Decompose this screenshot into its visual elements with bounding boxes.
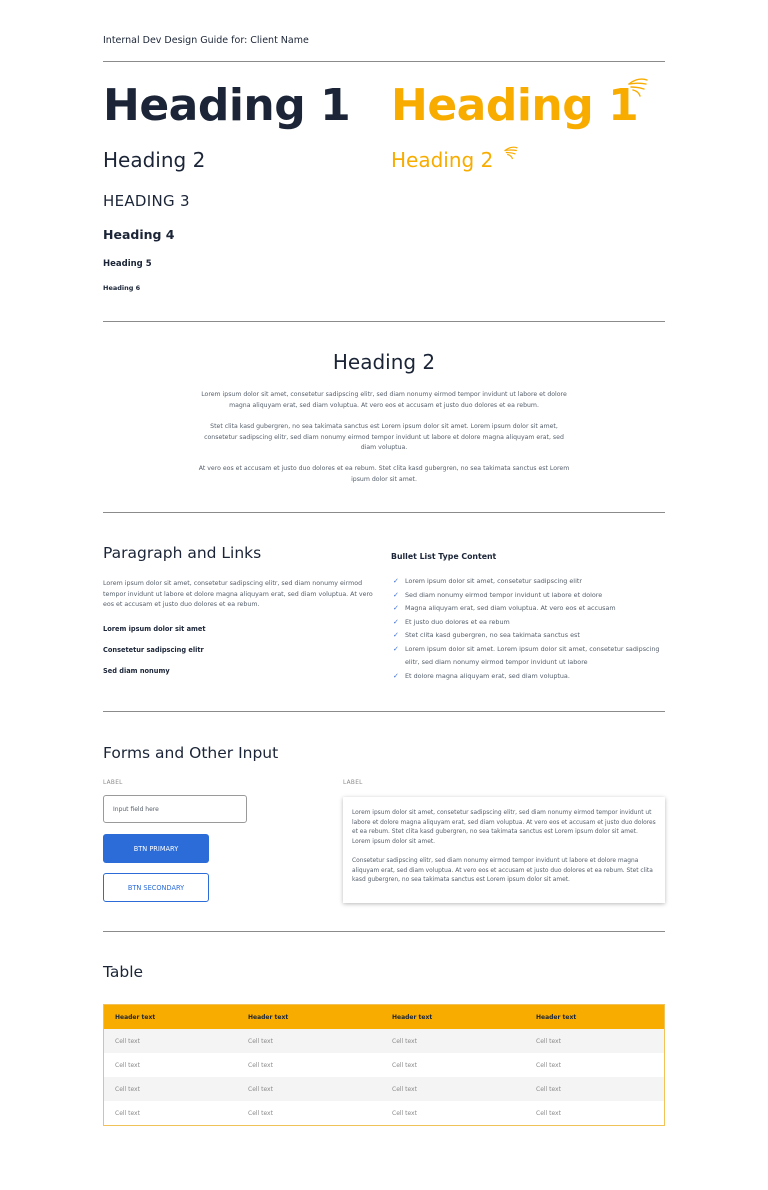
table-header-cell: Header text [115, 1013, 156, 1021]
check-icon: ✓ [393, 590, 399, 599]
table-cell: Cell text [392, 1037, 417, 1045]
heading-3: HEADING 3 [103, 192, 190, 210]
table-cell: Cell text [248, 1085, 273, 1093]
secondary-button[interactable]: BTN SECONDARY [103, 873, 209, 902]
centered-paragraph: Stet clita kasd gubergren, no sea takimata sanctus est Lorem ipsum dolor sit amet. Lorem ipsum dolor sit amet, consetetur sadipscing elitr, sed diam nonumy eirmod tempor invidunt ut labore et dolore magna aliquyam erat, sed diam voluptua. [204, 423, 564, 452]
table-cell: Cell text [536, 1085, 561, 1093]
table-cell: Cell text [248, 1061, 273, 1069]
divider [103, 321, 665, 322]
divider [103, 931, 665, 932]
link-item[interactable]: Sed diam nonumy [103, 667, 170, 675]
wing-icon [503, 145, 519, 160]
divider [103, 61, 665, 62]
check-icon: ✓ [393, 604, 399, 612]
check-icon: ✓ [393, 644, 399, 653]
table-row [104, 1101, 664, 1125]
paragraph-body: Lorem ipsum dolor sit amet, consetetur sadipscing elitr, sed diam nonumy eirmod tempor invidunt ut labore et dolore magna aliquyam erat, sed diam voluptua. At vero eos et accusam et justo duo dolores et ea rebum. [103, 580, 373, 609]
check-icon: ✓ [393, 671, 399, 680]
table-cell: Cell text [248, 1037, 273, 1045]
check-icon: ✓ [393, 577, 399, 585]
heading-4: Heading 4 [103, 227, 175, 242]
table-cell: Cell text [392, 1085, 417, 1093]
table-row [104, 1053, 664, 1077]
list-item: ✓ Stet clita kasd gubergren, no sea takimata sanctus est [391, 629, 665, 643]
table-cell: Cell text [115, 1109, 140, 1117]
text-input[interactable] [103, 795, 247, 823]
table-header-row [104, 1005, 664, 1029]
centered-heading: Heading 2 [332, 350, 436, 374]
table-cell: Cell text [115, 1061, 140, 1069]
paragraph-section-title: Paragraph and Links [103, 544, 262, 562]
table-cell: Cell text [115, 1037, 140, 1045]
list-item: ✓ Lorem ipsum dolor sit amet, consetetur sadipscing elitr [391, 575, 665, 589]
table-cell: Cell text [248, 1109, 273, 1117]
heading-1: Heading 1 [103, 80, 351, 131]
centered-paragraph: At vero eos et accusam et justo duo dolores et ea rebum. Stet clita kasd gubergren, no sea takimata sanctus est Lorem ipsum dolor sit amet. [198, 465, 570, 483]
table-row [104, 1029, 664, 1053]
textarea-paragraph: Consetetur sadipscing elitr, sed diam nonumy eirmod tempor invidunt ut labore et dolore magna aliquyam erat, sed diam voluptua. At vero eos et accusam et justo duo dolores et ea rebum. Stet clita kasd gubergren, no sea takimata sanctus est Lorem ipsum dolor sit amet. [352, 858, 653, 883]
heading-6: Heading 6 [103, 284, 141, 292]
table-header-cell: Header text [248, 1013, 289, 1021]
table-row [104, 1077, 664, 1101]
list-item: ✓ Et justo duo dolores et ea rebum [391, 616, 665, 630]
textarea-field[interactable] [343, 797, 665, 903]
table-cell: Cell text [536, 1061, 561, 1069]
table-header-cell: Header text [392, 1013, 433, 1021]
list-item: ✓ Lorem ipsum dolor sit amet. Lorem ipsum dolor sit amet, consetetur sadipscing elitr, sed diam nonumy eirmod tempor invidunt ut labore [393, 644, 660, 666]
table-cell: Cell text [536, 1109, 561, 1117]
list-item: ✓ Sed diam nonumy eirmod tempor invidunt ut labore et dolore [391, 589, 665, 603]
check-icon: ✓ [393, 617, 399, 626]
divider [103, 512, 665, 513]
link-item[interactable]: Lorem ipsum dolor sit amet [103, 625, 206, 633]
table-cell: Cell text [392, 1061, 417, 1069]
bullet-list [391, 575, 665, 683]
design-guide-page [103, 0, 665, 1190]
input-label: LABEL [103, 780, 123, 786]
heading-5: Heading 5 [103, 259, 152, 269]
check-icon: ✓ [393, 631, 399, 639]
table-cell: Cell text [392, 1109, 417, 1117]
table-header-cell: Header text [536, 1013, 577, 1021]
list-item: ✓ Magna aliquyam erat, sed diam voluptua. At vero eos et accusam [391, 602, 665, 616]
wing-icon [626, 76, 650, 98]
textarea-paragraph: Lorem ipsum dolor sit amet, consetetur sadipscing elitr, sed diam nonumy eirmod tempor invidunt ut labore et dolore magna aliquyam erat, sed diam voluptua. At vero eos et accusam et justo duo dolores et ea rebum. Stet clita kasd gubergren, no sea takimata sanctus est Lorem ipsum dolor sit amet. Lorem ipsum dolor sit amet. [352, 810, 656, 845]
heading-2: Heading 2 [103, 148, 206, 172]
table-cell: Cell text [115, 1085, 140, 1093]
heading-1-accent: Heading 1 [391, 80, 639, 131]
bullet-list-title: Bullet List Type Content [391, 552, 497, 561]
table-section-title: Table [103, 963, 144, 981]
data-table [103, 1004, 665, 1126]
list-item: ✓ Et dolore magna aliquyam erat, sed diam voluptua. [391, 670, 665, 684]
guide-title: Internal Dev Design Guide for: Client Name [103, 35, 309, 46]
textarea-label: LABEL [343, 780, 363, 786]
table-cell: Cell text [536, 1037, 561, 1045]
forms-section-title: Forms and Other Input [103, 744, 279, 762]
heading-2-accent: Heading 2 [391, 148, 494, 172]
centered-paragraph: Lorem ipsum dolor sit amet, consetetur sadipscing elitr, sed diam nonumy eirmod tempor invidunt ut labore et dolore magna aliquyam erat, sed diam voluptua. At vero eos et accusam et justo duo dolores et ea rebum. [201, 391, 567, 409]
divider [103, 711, 665, 712]
link-item[interactable]: Consetetur sadipscing elitr [103, 646, 204, 654]
primary-button[interactable]: BTN PRIMARY [103, 834, 209, 863]
